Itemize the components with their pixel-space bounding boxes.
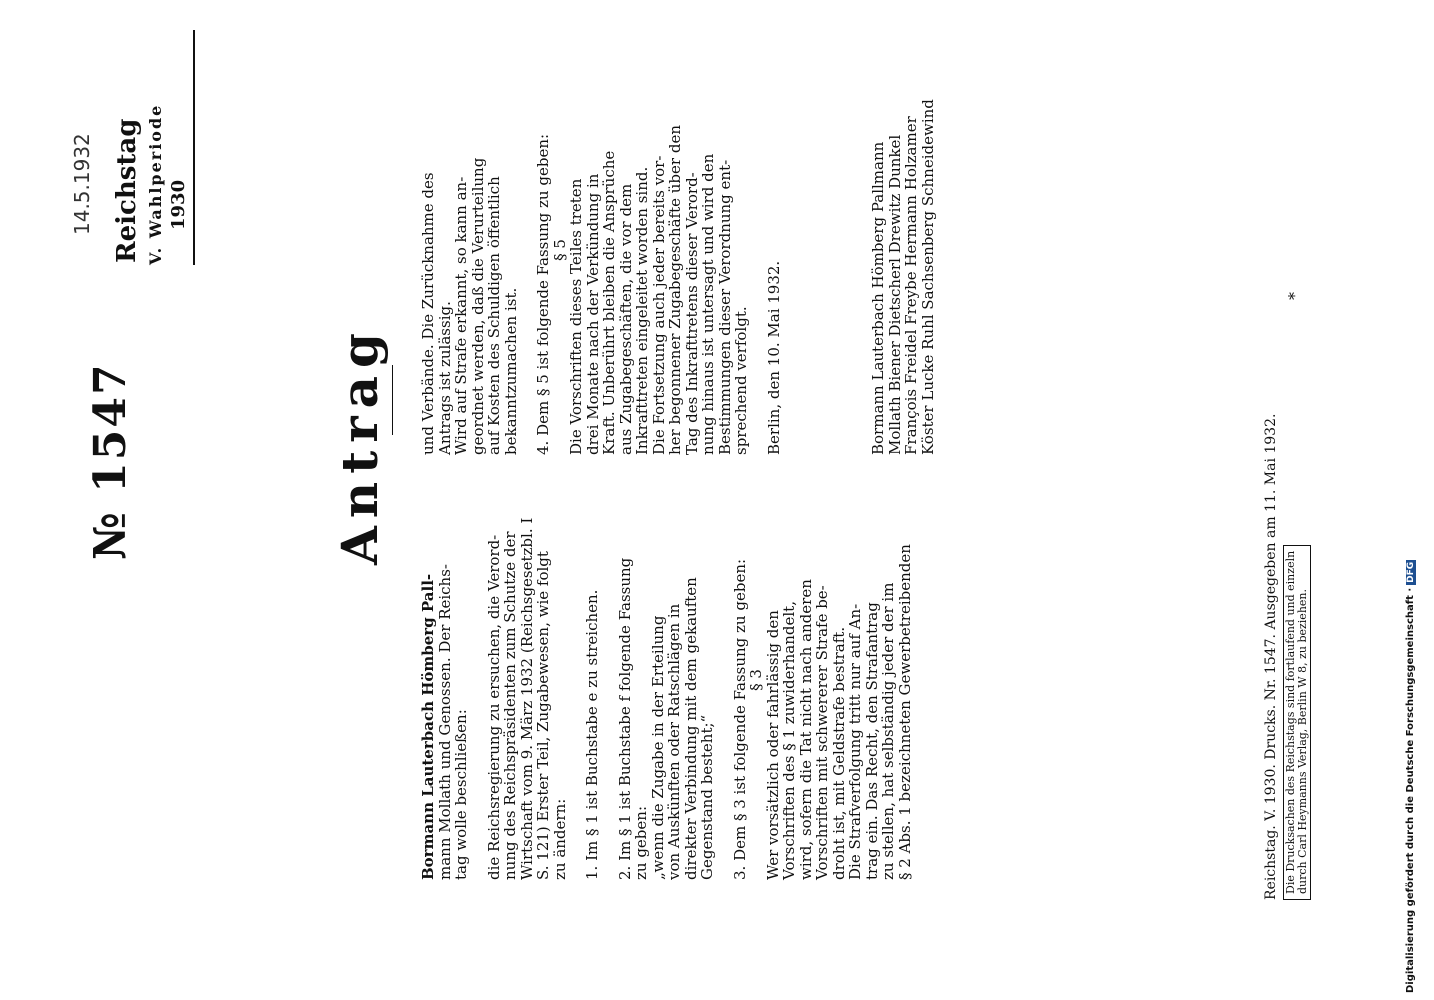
footer-publication-line: Reichstag. V. 1930. Drucks. Nr. 1547. Ausgegeben am 11. Mai 1932. [1263,413,1279,900]
footer-notice-line-2: durch Carl Heymanns Verlag, Berlin W 8, zu beziehen. [1296,589,1309,894]
footer-notice-box [1283,545,1311,900]
paragraph-gap [601,480,617,880]
text-line: mann Mollath und Genossen. Der Reichs- [435,564,454,880]
text-line: nung des Reichspräsidenten zum Schutze der [501,531,519,880]
asterisk-mark: * [1285,292,1304,300]
text-line: zu stellen, hat selbständig jeder der im [879,582,897,880]
text-line: tag wolle beschließen: [452,709,470,880]
text-line: 4. Dem § 5 ist folgende Fassung zu geben: [534,133,552,455]
text-line: Gegenstand besteht;“ [698,714,716,880]
header-rule [193,30,195,265]
text-line: Wird auf Strafe erkannt, so kann an- [452,176,470,455]
text-line: Die Strafverfolgung tritt nur auf An- [846,603,864,880]
text-line: trag ein. Das Recht, den Strafantrag [862,602,881,880]
text-line: zu ändern: [550,798,569,880]
text-line: nung hinaus ist untersagt und wird den [699,153,717,455]
date-stamp: 14.5.1932 [70,133,94,235]
signer-line: Bormann Lauterbach Hömberg Pallmann [869,141,887,455]
text-line: § 2 Abs. 1 bezeichneten Gewerbetreibenden [895,544,914,880]
text-line: Vorschriften mit schwererer Strafe be- [813,585,831,880]
text-line: § 5 [550,239,569,261]
text-line: wird, sofern die Tat nicht nach anderen [796,579,815,880]
text-line: Antrags ist zulässig. [435,301,454,455]
text-line: Berlin, den 10. Mai 1932. [764,260,783,455]
document-number: № 1547 [85,362,136,560]
text-line: Tag des Inkrafttretens dieser Verord- [682,172,701,455]
text-line: bekanntzumachen ist. [501,287,520,455]
text-line: 1. Im § 1 ist Buchstabe e zu streichen. [583,589,601,880]
text-line: Vorschriften des § 1 zuwiderhandelt, [780,601,798,880]
text-line: „wenn die Zugabe in der Erteilung [648,615,667,880]
title-rule [392,365,393,435]
text-line: aus Zugabegeschäften, die vor dem [616,183,635,455]
left-text-column [420,480,913,880]
text-line: auf Kosten des Schuldigen öffentlich [485,176,503,455]
digitization-credit-text: Digitalisierung gefördert durch die Deutsche Forschungsgemeinschaft · [1405,587,1416,993]
paragraph-gap [568,480,584,880]
text-line: Bestimmungen dieser Verordnung ent- [715,159,734,455]
text-line: her begonnener Zugabegeschäfte über den [666,125,684,455]
text-line: droht ist, mit Geldstrafe bestraft. [829,626,848,880]
text-line: zu geben: [632,805,650,880]
paragraph-gap [716,480,732,880]
dfg-logo-icon: DFG [1406,561,1416,583]
signers-block [870,99,936,455]
text-line: geordnet werden, daß die Verurteilung [468,157,487,455]
document-title: Antrag [330,325,389,565]
signer-line: François Freidel Freybe Hermann Holzamer [902,116,920,455]
period-year: 1930 [168,179,189,230]
paragraph-gap [750,45,766,455]
text-line: Inkrafttreten eingeleitet worden sind. [633,166,651,455]
signer-line: Mollath Biener Dietscherl Drewitz Dunkel [885,134,904,455]
text-line: direkter Verbindung mit dem gekauften [681,577,700,880]
text-line: Bormann Lauterbach Hömberg Pall- [419,573,437,880]
period-label: V. Wahlperiode [146,103,165,265]
footer-notice-line-1: Die Drucksachen des Reichstags sind fortlaufend und einzeln [1284,550,1297,894]
text-line: und Verbände. Die Zurücknahme des [419,172,437,455]
digitization-credit [1405,560,1416,993]
right-text-column [420,45,782,455]
text-line: drei Monate nach der Verkündung in [583,173,602,455]
text-line: Kraft. Unberührt bleiben die Ansprüche [600,150,618,455]
text-line: sprechend verfolgt. [732,306,750,455]
reichstag-title: Reichstag [112,118,142,263]
text-line: Wirtschaft vom 9. März 1932 (Reichsgesetzbl. I [517,517,536,880]
text-line: S. 121) Erster Teil, Zugabewesen, wie folgt [534,551,552,880]
signer-line: Köster Lucke Ruhl Sachsenberg Schneidewind [918,99,937,455]
text-line: 2. Im § 1 ist Buchstabe f folgende Fassung [615,557,634,880]
paragraph-gap [470,480,486,880]
text-line: von Auskünften oder Ratschlägen in [665,603,683,880]
text-line: § 3 [747,669,765,691]
text-line: Die Fortsetzung auch jeder bereits vor- [649,155,668,455]
text-line: Die Vorschriften dieses Teiles treten [567,178,585,455]
text-line: die Reichsregierung zu ersuchen, die Verord- [484,534,503,880]
text-line: 3. Dem § 3 ist folgende Fassung zu geben: [730,558,749,880]
text-line: Wer vorsätzlich oder fahrlässig den [763,610,782,880]
paragraph-gap [519,45,535,455]
